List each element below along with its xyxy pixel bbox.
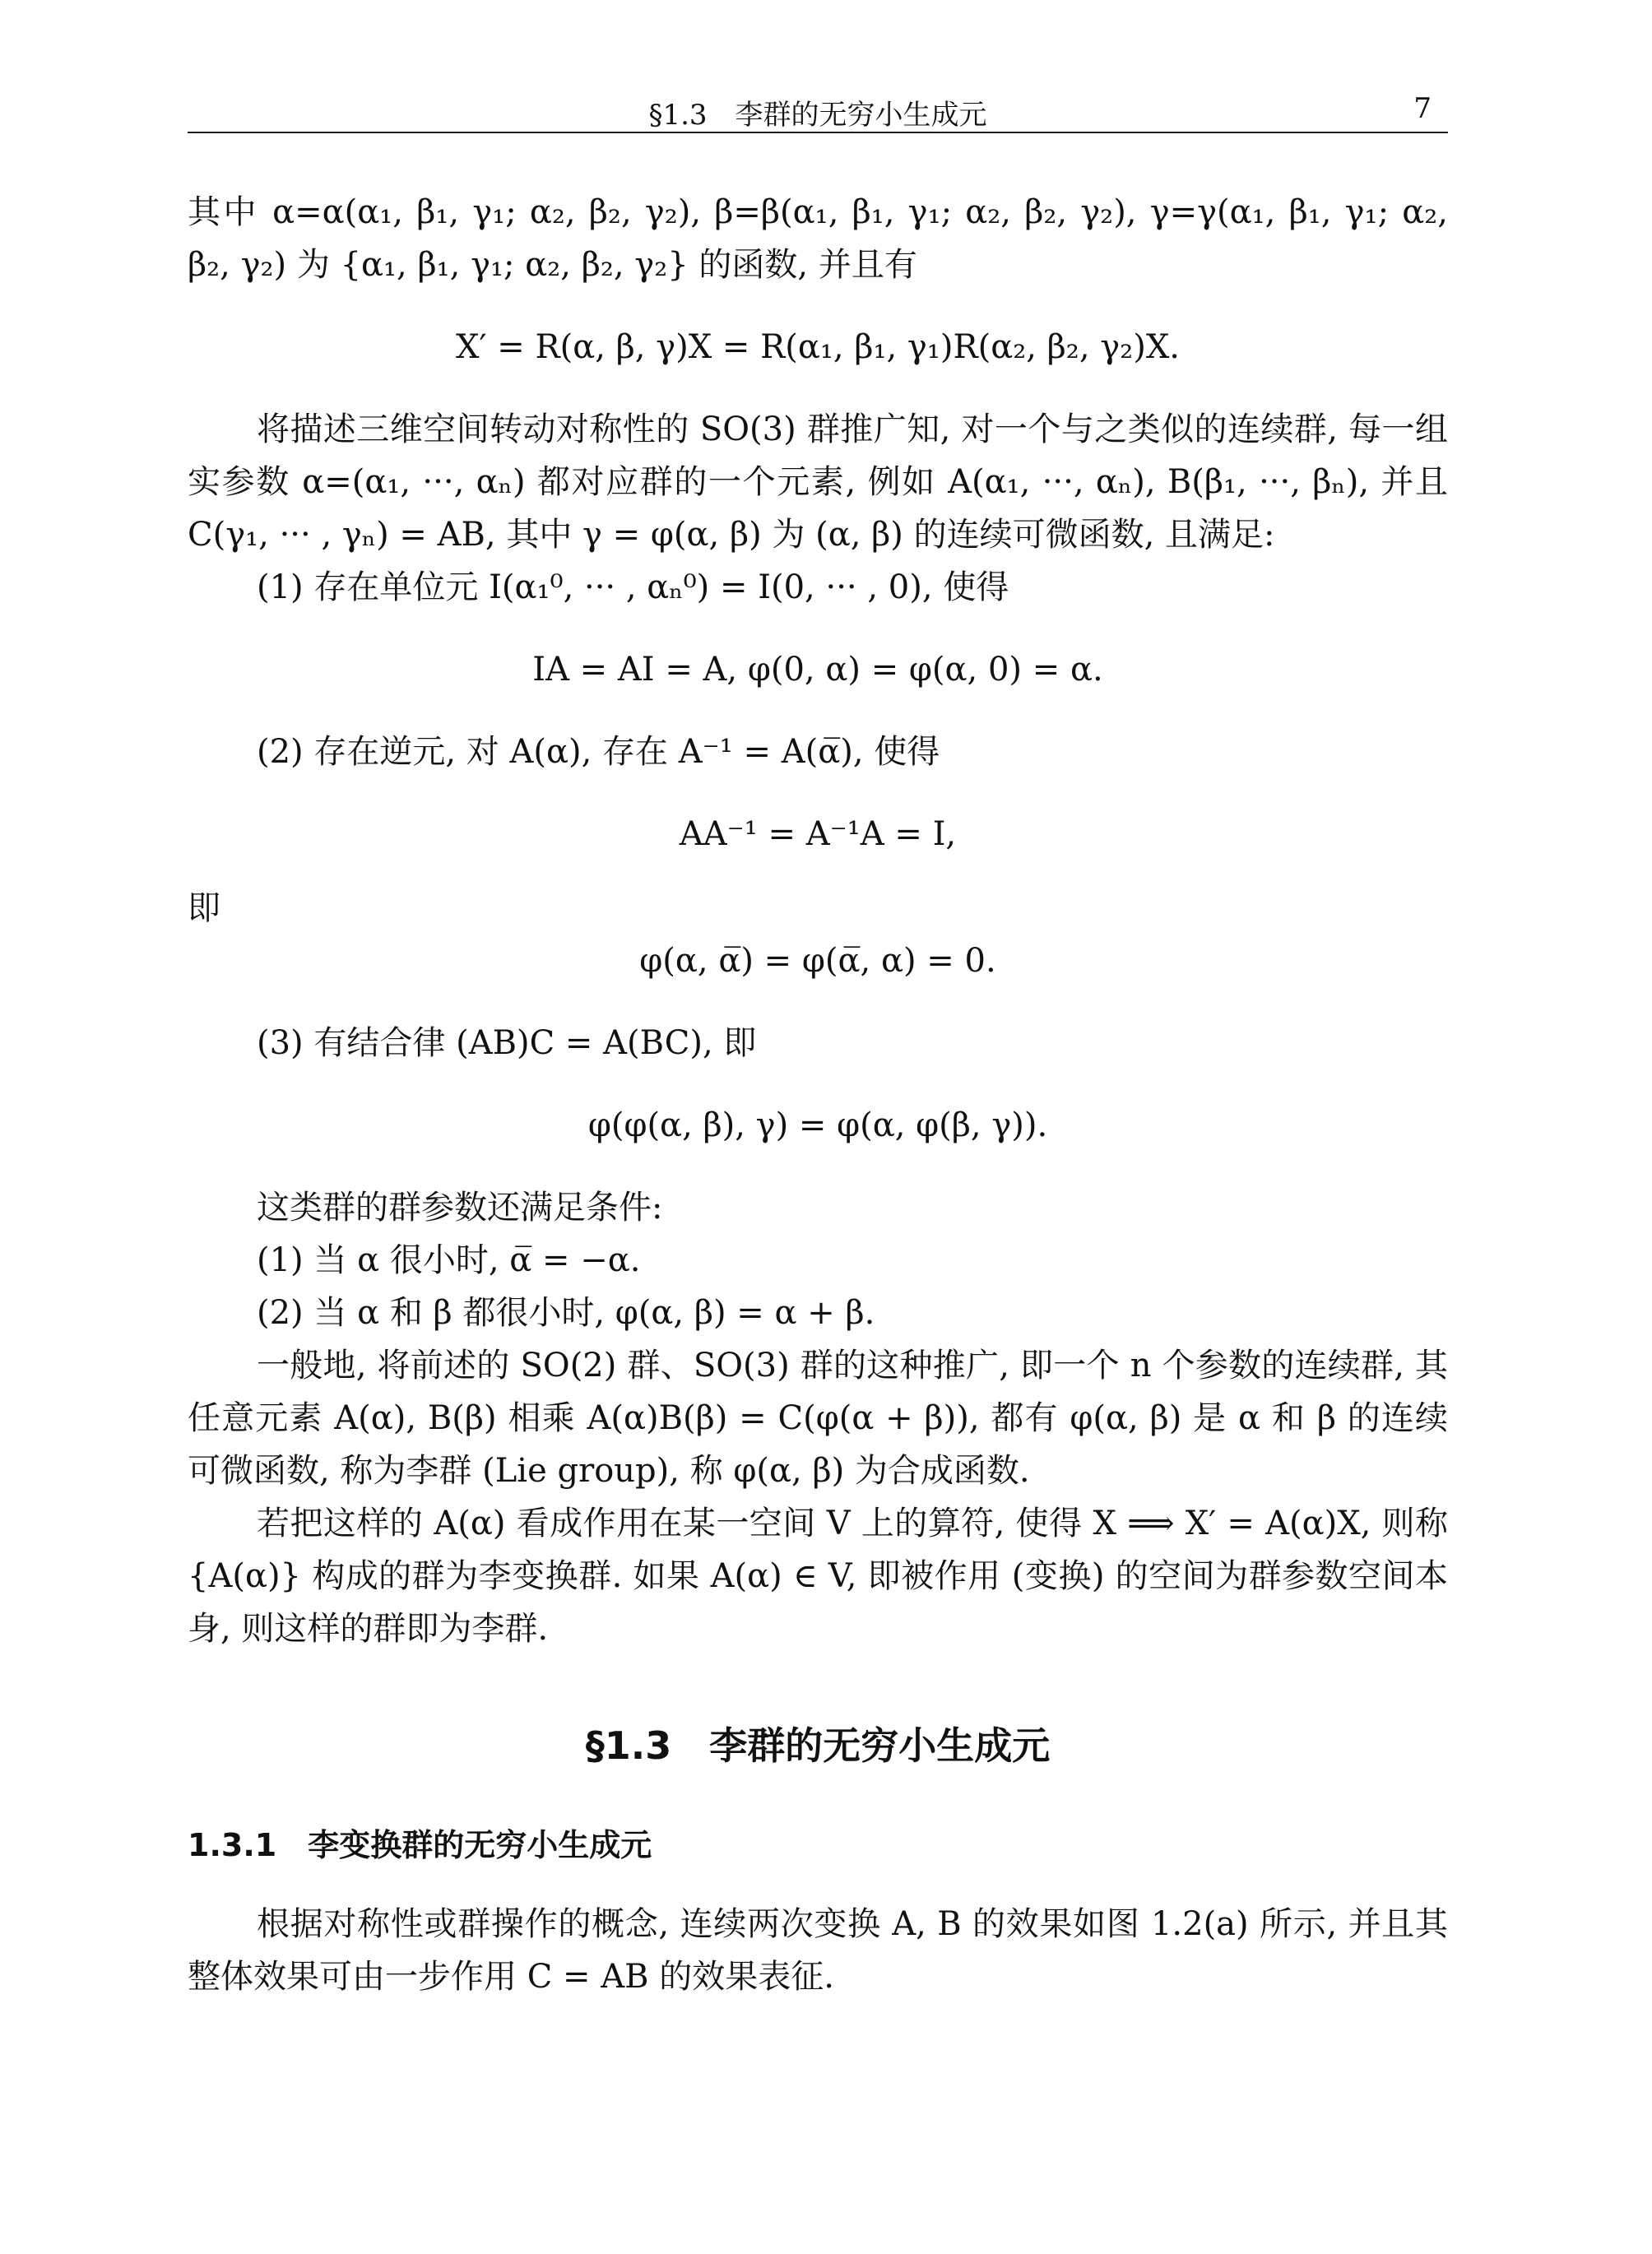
- property-3-associativity: (3) 有结合律 (AB)C = A(BC), 即: [257, 1024, 757, 1062]
- page-number: 7: [1413, 92, 1432, 125]
- equation-5: φ(φ(α, β), γ) = φ(α, φ(β, γ)).: [587, 1106, 1048, 1144]
- equation-4: φ(α, α̅) = φ(α̅, α) = 0.: [639, 942, 996, 980]
- subsection-heading: 1.3.1 李变换群的无穷小生成元: [188, 1827, 652, 1863]
- condition-1: (1) 当 α 很小时, α̅ = −α.: [257, 1241, 641, 1279]
- paragraph-2: 将描述三维空间转动对称性的 SO(3) 群推广知, 对一个与之类似的连续群, 每一组实参数 α=(α₁, ···, αₙ) 都对应群的一个元素, 例如 A(α₁, ···, αₙ), B(β₁, ···, βₙ), 并且 C(γ₁, ··· , γₙ) = AB, 其中 γ = φ(α, β) 为 (α, β) 的连续可微函数, 且满足:: [188, 410, 1448, 554]
- running-header-title: §1.3 李群的无穷小生成元: [648, 99, 987, 132]
- paragraph-5: 根据对称性或群操作的概念, 连续两次变换 A, B 的效果如图 1.2(a) 所示, 并且其整体效果可由一步作用 C = AB 的效果表征.: [188, 1905, 1448, 1996]
- equation-2: IA = AI = A, φ(0, α) = φ(α, 0) = α.: [532, 651, 1103, 689]
- property-2-inverse: (2) 存在逆元, 对 A(α), 存在 A⁻¹ = A(α̅), 使得: [257, 733, 940, 771]
- paragraph-4: 若把这样的 A(α) 看成作用在某一空间 V 上的算符, 使得 X ⟹ X′ = A(α)X, 则称 {A(α)} 构成的群为李变换群. 如果 A(α) ∈ V, 即被作用 (变换) 的空间为群参数空间本身, 则这样的群即为李群.: [188, 1505, 1448, 1648]
- property-1-identity: (1) 存在单位元 I(α₁⁰, ··· , αₙ⁰) = I(0, ··· , 0), 使得: [257, 568, 1009, 606]
- running-header: [188, 89, 1448, 133]
- equation-1: X′ = R(α, β, γ)X = R(α₁, β₁, γ₁)R(α₂, β₂, γ₂)X.: [455, 328, 1181, 366]
- conditions-intro: 这类群的群参数还满足条件:: [257, 1189, 663, 1227]
- equation-3: AA⁻¹ = A⁻¹A = I,: [679, 815, 957, 853]
- paragraph-3: 一般地, 将前述的 SO(2) 群、SO(3) 群的这种推广, 即一个 n 个参数的连续群, 其任意元素 A(α), B(β) 相乘 A(α)B(β) = C(φ(α + β)), 都有 φ(α, β) 是 α 和 β 的连续可微函数, 称为李群 (Lie group), 称 φ(α, β) 为合成函数.: [188, 1347, 1448, 1490]
- word-ji: 即: [188, 889, 220, 927]
- page-body: [188, 186, 1448, 2003]
- section-heading: §1.3 李群的无穷小生成元: [585, 1723, 1051, 1768]
- paragraph-1: 其中 α=α(α₁, β₁, γ₁; α₂, β₂, γ₂), β=β(α₁, β₁, γ₁; α₂, β₂, γ₂), γ=γ(α₁, β₁, γ₁; α₂, β₂, γ₂) 为 {α₁, β₁, γ₁; α₂, β₂, γ₂} 的函数, 并且有: [188, 193, 1448, 284]
- condition-2: (2) 当 α 和 β 都很小时, φ(α, β) = α + β.: [257, 1294, 875, 1332]
